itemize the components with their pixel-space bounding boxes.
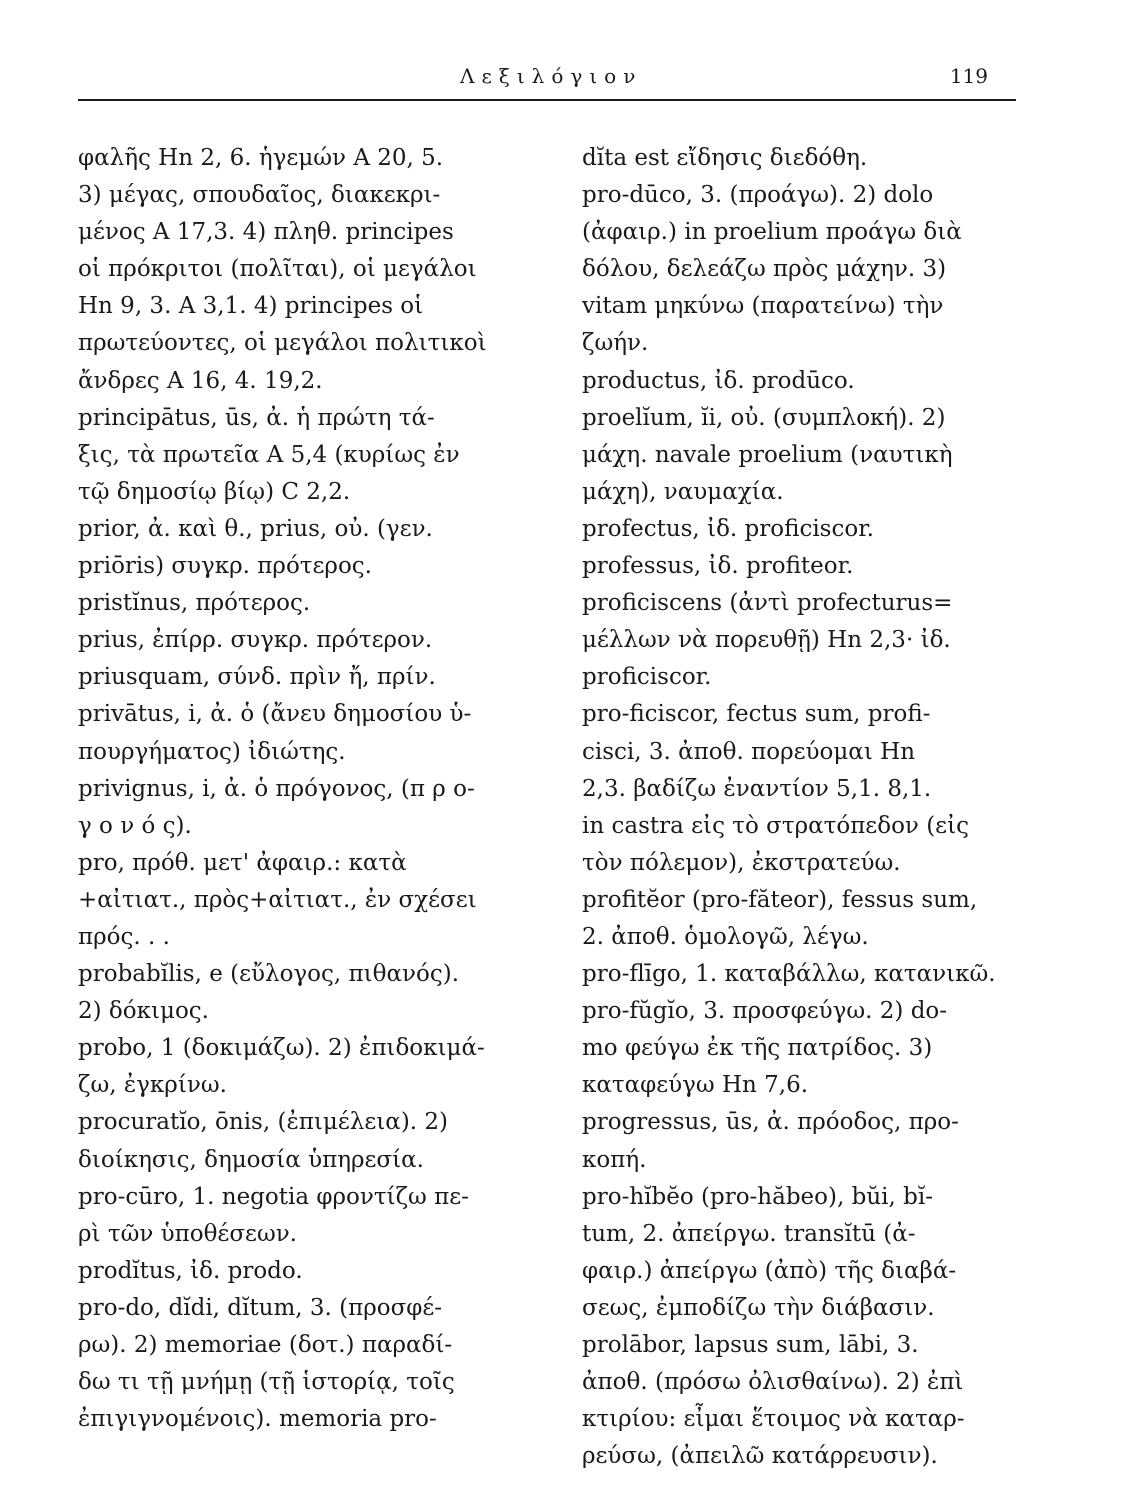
entry-line: probabĭlis, e (εὔλογος, πιθανός).: [78, 961, 460, 988]
entry-line: proelĭum, ĭi, οὐ. (συμπλοκή). 2): [582, 404, 946, 431]
entry-line: priusquam, σύνδ. πρὶν ἤ, πρίν.: [78, 664, 436, 691]
entry-line: 2. ἀποθ. ὁμολογῶ, λέγω.: [582, 923, 869, 950]
entry-line: γ ο ν ό ς).: [78, 812, 192, 839]
entry-line: οἱ πρόκριτοι (πολῖται), οἱ μεγάλοι: [78, 256, 477, 283]
entry-line: ἐπιγιγνομένοις). memoria pro-: [78, 1406, 437, 1433]
entry-line: privātus, i, ἀ. ὁ (ἄνευ δημοσίου ὑ-: [78, 701, 472, 728]
entry-line: διοίκησις, δημοσία ὑπηρεσία.: [78, 1146, 424, 1173]
entry-line: μάχη. navale proelium (ναυτικὴ: [582, 441, 953, 468]
entry-line: pristĭnus, πρότερος.: [78, 590, 311, 617]
entry-line: 2,3. βαδίζω ἐναντίον 5,1. 8,1.: [582, 775, 932, 802]
entry-line: ρω). 2) memoriae (δοτ.) παραδί-: [78, 1332, 453, 1358]
entry-line: ζω, ἐγκρίνω.: [78, 1072, 227, 1099]
entry-line: pro-ficiscor, fectus sum, profi-: [582, 701, 931, 728]
entry-line: prius, ἐπίρρ. συγκρ. πρότερον.: [78, 627, 433, 654]
entry-line: +αἰτιατ., πρὸς+αἰτιατ., ἐν σχέσει: [78, 886, 477, 913]
entry-line: πρός. . .: [78, 923, 170, 950]
left-column: [78, 140, 548, 1438]
entry-line: δόλου, δελεάζω πρὸς μάχην. 3): [582, 256, 947, 283]
entry-line: probo, 1 (δοκιμάζω). 2) ἐπιδοκιμά-: [78, 1035, 485, 1062]
entry-line: pro-dūco, 3. (προάγω). 2) dolo: [582, 182, 934, 209]
entry-line: pro-fŭgĭo, 3. προσφεύγω. 2) do-: [582, 998, 948, 1025]
entry-line: cisci, 3. ἀποθ. πορεύομαι Hn: [582, 738, 916, 765]
entry-line: μέλλων νὰ πορευθῇ) Hn 2,3· ἰδ.: [582, 627, 951, 654]
entry-line: ἀποθ. (πρόσω ὀλισθαίνω). 2) ἐπὶ: [582, 1369, 964, 1396]
running-header: [78, 60, 1016, 100]
entry-line: ξις, τὰ πρωτεῖα A 5,4 (κυρίως ἐν: [78, 441, 460, 468]
entry-line: πουργήματος) ἰδιώτης.: [78, 738, 346, 765]
header-rule: [78, 99, 1016, 101]
entry-line: κοπή.: [582, 1146, 647, 1173]
entry-line: procuratĭo, ōnis, (ἐπιμέλεια). 2): [78, 1109, 449, 1136]
entry-line: proficiscens (ἀντὶ profecturus=: [582, 590, 953, 617]
page-number: 119: [949, 64, 988, 88]
entry-line: 3) μέγας, σπουδαῖος, διακεκρι-: [78, 182, 441, 209]
entry-line: pro-flīgo, 1. καταβάλλω, κατανικῶ.: [582, 961, 996, 988]
right-column: [582, 140, 1022, 1475]
entry-line: σεως, ἐμποδίζω τὴν διάβασιν.: [582, 1294, 935, 1321]
entry-line: πρωτεύοντες, οἱ μεγάλοι πολιτικοὶ: [78, 330, 487, 357]
entry-line: prolābor, lapsus sum, lābi, 3.: [582, 1332, 919, 1358]
entry-line: φαλῆς Hn 2, 6. ἡγεμών A 20, 5.: [78, 145, 444, 171]
entry-line: 2) δόκιμος.: [78, 998, 209, 1025]
entry-line: Hn 9, 3. A 3,1. 4) principes οἱ: [78, 293, 424, 320]
entry-line: κτιρίου: εἶμαι ἕτοιμος νὰ καταρ-: [582, 1406, 965, 1433]
entry-line: pro-hĭbĕo (pro-hăbeo), bŭi, bĭ-: [582, 1183, 933, 1210]
entry-line: prodĭtus, ἰδ. prodo.: [78, 1257, 303, 1284]
entry-line: ρὶ τῶν ὑποθέσεων.: [78, 1220, 297, 1247]
entry-line: ρεύσω, (ἀπειλῶ κατάρρευσιν).: [582, 1443, 938, 1470]
entry-line: productus, ἰδ. prodūco.: [582, 367, 855, 394]
entry-line: ζωήν.: [582, 330, 649, 357]
entry-line: δω τι τῇ μνήμῃ (τῇ ἱστορίᾳ, τοῖς: [78, 1369, 455, 1396]
entry-line: profectus, ἰδ. proficiscor.: [582, 515, 874, 542]
entry-line: τὸν πόλεμον), ἐκστρατεύω.: [582, 849, 901, 876]
entry-line: (ἀφαιρ.) in proelium προάγω διὰ: [582, 219, 962, 246]
entry-line: progressus, ūs, ἀ. πρόοδος, προ-: [582, 1109, 959, 1136]
entry-line: φαιρ.) ἀπείργω (ἀπὸ) τῆς διαβά-: [582, 1257, 957, 1284]
entry-line: priōris) συγκρ. πρότερος.: [78, 553, 372, 580]
entry-line: pro-cūro, 1. negotia φροντίζω πε-: [78, 1183, 469, 1210]
entry-line: pro, πρόθ. μετ' ἀφαιρ.: κατὰ: [78, 849, 407, 876]
entry-line: prior, ἀ. καὶ θ., prius, οὐ. (γεν.: [78, 515, 433, 542]
entry-line: ἄνδρες A 16, 4. 19,2.: [78, 367, 323, 394]
entry-line: principātus, ūs, ἀ. ἡ πρώτη τά-: [78, 404, 435, 431]
entry-line: μένος A 17,3. 4) πληθ. principes: [78, 219, 454, 246]
entry-line: privignus, i, ἀ. ὁ πρόγονος, (π ρ ο-: [78, 775, 475, 802]
entry-line: tum, 2. ἀπείργω. transĭtū (ἀ-: [582, 1220, 916, 1247]
entry-line: profitĕor (pro-fătеor), fessus sum,: [582, 886, 978, 913]
entry-line: καταφεύγω Hn 7,6.: [582, 1072, 809, 1099]
entry-line: professus, ἰδ. profiteor.: [582, 553, 854, 580]
entry-line: proficiscor.: [582, 664, 712, 691]
entry-line: pro-do, dĭdi, dĭtum, 3. (προσφέ-: [78, 1294, 443, 1321]
entry-line: τῷ δημοσίῳ βίῳ) C 2,2.: [78, 478, 351, 505]
entry-line: in castra εἰς τὸ στρατόπεδον (εἰς: [582, 812, 970, 839]
entry-line: μάχη), ναυμαχία.: [582, 478, 784, 505]
header-title: Λεξιλόγιον: [460, 64, 643, 88]
entry-line: dĭta est εἴδησις διεδόθη.: [582, 145, 868, 171]
entry-line: vitam μηκύνω (παρατείνω) τὴν: [582, 293, 944, 320]
entry-line: mo φεύγω ἐκ τῆς πατρίδος. 3): [582, 1035, 933, 1062]
